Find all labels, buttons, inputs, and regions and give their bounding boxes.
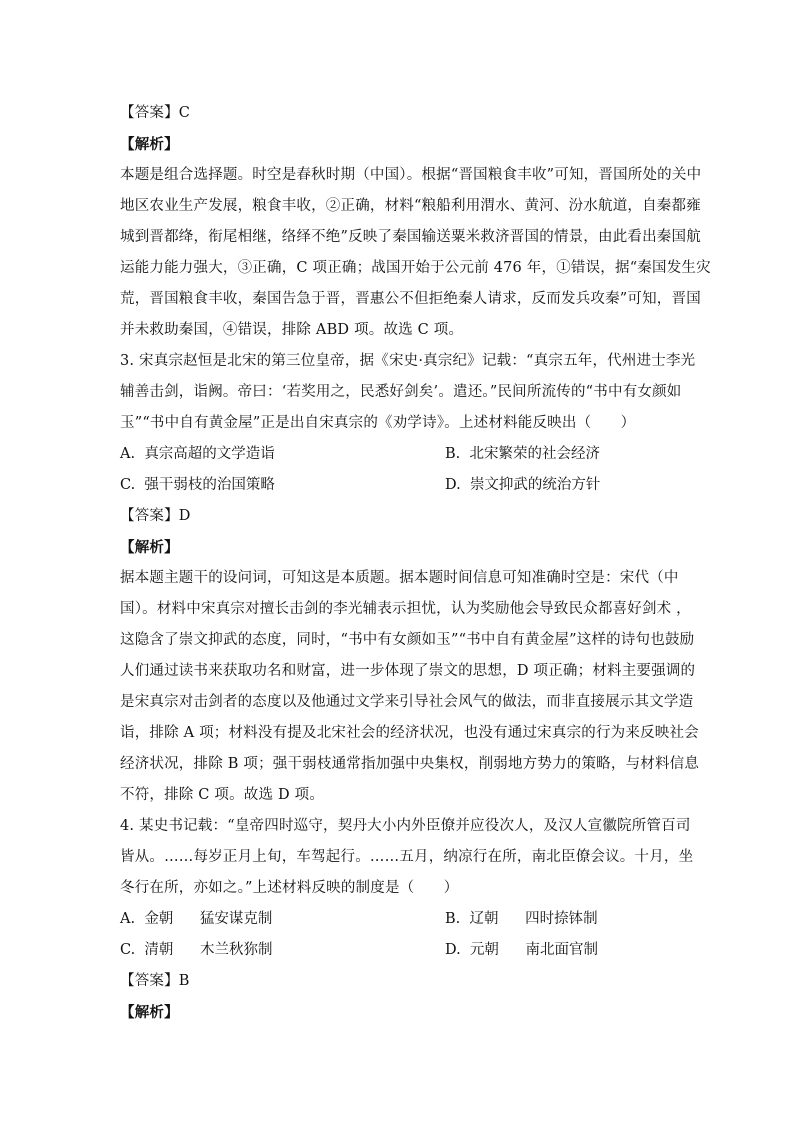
analysis-label-q3: 【解析】	[120, 539, 179, 556]
analysis-line: 诣，排除 A 项；材料没有提及北宋社会的经济状况，也没有通过宋真宗的行为来反映社会	[120, 725, 699, 741]
question-line: 3. 宋真宗赵恒是北宋的第三位皇帝，据《宋史·真宗纪》记载：“真宗五年，代州进士李光	[120, 353, 696, 369]
question-3-options-row-1	[120, 439, 676, 470]
question-4-options-row-1	[120, 904, 676, 935]
question-4-options-row-2	[120, 935, 676, 966]
option-dynasty: 清朝	[144, 942, 174, 958]
option-text: 崇文抑武的统治方针	[469, 477, 601, 493]
option-label: C.	[120, 942, 136, 958]
option-d	[445, 470, 600, 501]
option-text: 南北面官制	[525, 942, 599, 958]
analysis-line: 运能力能力强大，③正确，C 项正确；战国开始于公元前 476 年，①错误，据“秦国发生灾	[120, 260, 711, 276]
option-a	[120, 904, 272, 935]
option-text: 木兰秋狝制	[200, 942, 273, 958]
document-content	[120, 98, 711, 1028]
analysis-line: 荒，晋国粮食丰收，秦国告急于晋，晋惠公不但拒绝秦人请求，反而发兵攻秦”可知，晋国	[120, 291, 701, 307]
analysis-line: 国）。材料中宋真宗对擅长击剑的李光辅表示担忧，认为奖励他会导致民众都喜好剑术 ，	[120, 601, 691, 617]
analysis-line: 经济状况，排除 B 项；强干弱枝通常指加强中央集权，削弱地方势力的策略，与材料信息	[120, 756, 700, 772]
option-label: C.	[120, 477, 136, 493]
question-3-stem	[120, 346, 696, 439]
question-line: 皆从。……每岁正月上旬，车驾起行。……五月，纳凉行在所，南北臣僚会议。十月，坐	[120, 849, 694, 865]
answer-q2: 【答案】C	[120, 105, 191, 121]
option-label: B.	[445, 911, 461, 927]
question-4-stem	[120, 811, 694, 904]
option-label: A.	[120, 911, 136, 927]
question-line: 玉”“书中自有黄金屋”正是出自宋真宗的《劝学诗》。上述材料能反映出（ ）	[120, 415, 636, 431]
option-b	[445, 904, 598, 935]
analysis-line: 据本题主题干的设问词，可知这是本质题。据本题时间信息可知准确时空是：宋代（中	[120, 570, 679, 586]
option-a	[120, 439, 275, 470]
option-b	[445, 439, 600, 470]
question-line: 辅善击剑，诣阙。帝曰：‘若奖用之，民悉好剑矣’。遣还。”民间所流传的“书中有女颜如	[120, 384, 682, 400]
option-label: A.	[120, 446, 136, 462]
analysis-text-q2	[120, 160, 711, 346]
option-text: 真宗高超的文学造诣	[144, 446, 275, 462]
question-line: 4. 某史书记载：“皇帝四时巡守，契丹大小内外臣僚并应役次人，及汉人宣徽院所管百司	[120, 818, 691, 834]
option-dynasty: 辽朝	[469, 911, 499, 927]
analysis-line: 人们通过读书来获取功名和财富，进一步体现了崇文的思想，D 项正确；材料主要强调的	[120, 663, 696, 679]
option-text: 北宋繁荣的社会经济	[469, 446, 600, 462]
option-d	[445, 935, 598, 966]
analysis-line: 地区农业生产发展，粮食丰收，②正确，材料“粮船利用渭水、黄河、汾水航道，自秦都雍	[120, 198, 701, 214]
question-line: 冬行在所，亦如之。”上述材料反映的制度是（ ）	[120, 880, 459, 896]
answer-q4: 【答案】B	[120, 973, 190, 989]
analysis-line: 是宋真宗对击剑者的态度以及他通过文学来引导社会风气的做法，而非直接展示其文学造	[120, 694, 694, 710]
option-dynasty: 元朝	[469, 942, 499, 958]
option-label: D.	[445, 942, 461, 958]
analysis-label-q4: 【解析】	[120, 1004, 179, 1021]
analysis-line: 并未救助秦国，④错误，排除 ABD 项。故选 C 项。	[120, 322, 464, 338]
analysis-line: 不符，排除 C 项。故选 D 项。	[120, 787, 325, 803]
analysis-line: 这隐含了崇文抑武的态度，同时，“书中有女颜如玉”“书中自有黄金屋”这样的诗句也鼓励	[120, 632, 695, 648]
option-label: D.	[445, 477, 461, 493]
option-text: 强干弱枝的治国策略	[144, 477, 275, 493]
analysis-line: 本题是组合选择题。时空是春秋时期（中国）。根据“晋国粮食丰收”可知，晋国所处的关中	[120, 167, 702, 183]
analysis-label-q2: 【解析】	[120, 136, 179, 153]
option-text: 四时捺钵制	[525, 911, 598, 927]
option-dynasty: 金朝	[144, 911, 174, 927]
option-c	[120, 935, 273, 966]
analysis-text-q3	[120, 563, 700, 811]
answer-q3: 【答案】D	[120, 508, 191, 524]
option-text: 猛安谋克制	[199, 911, 273, 927]
option-c	[120, 470, 275, 501]
question-3-options-row-2	[120, 470, 676, 501]
analysis-line: 城到晋都绛，衔尾相继，络绎不绝”反映了秦国输送粟米救济晋国的情景，由此看出秦国航	[120, 229, 701, 245]
option-label: B.	[445, 446, 461, 462]
